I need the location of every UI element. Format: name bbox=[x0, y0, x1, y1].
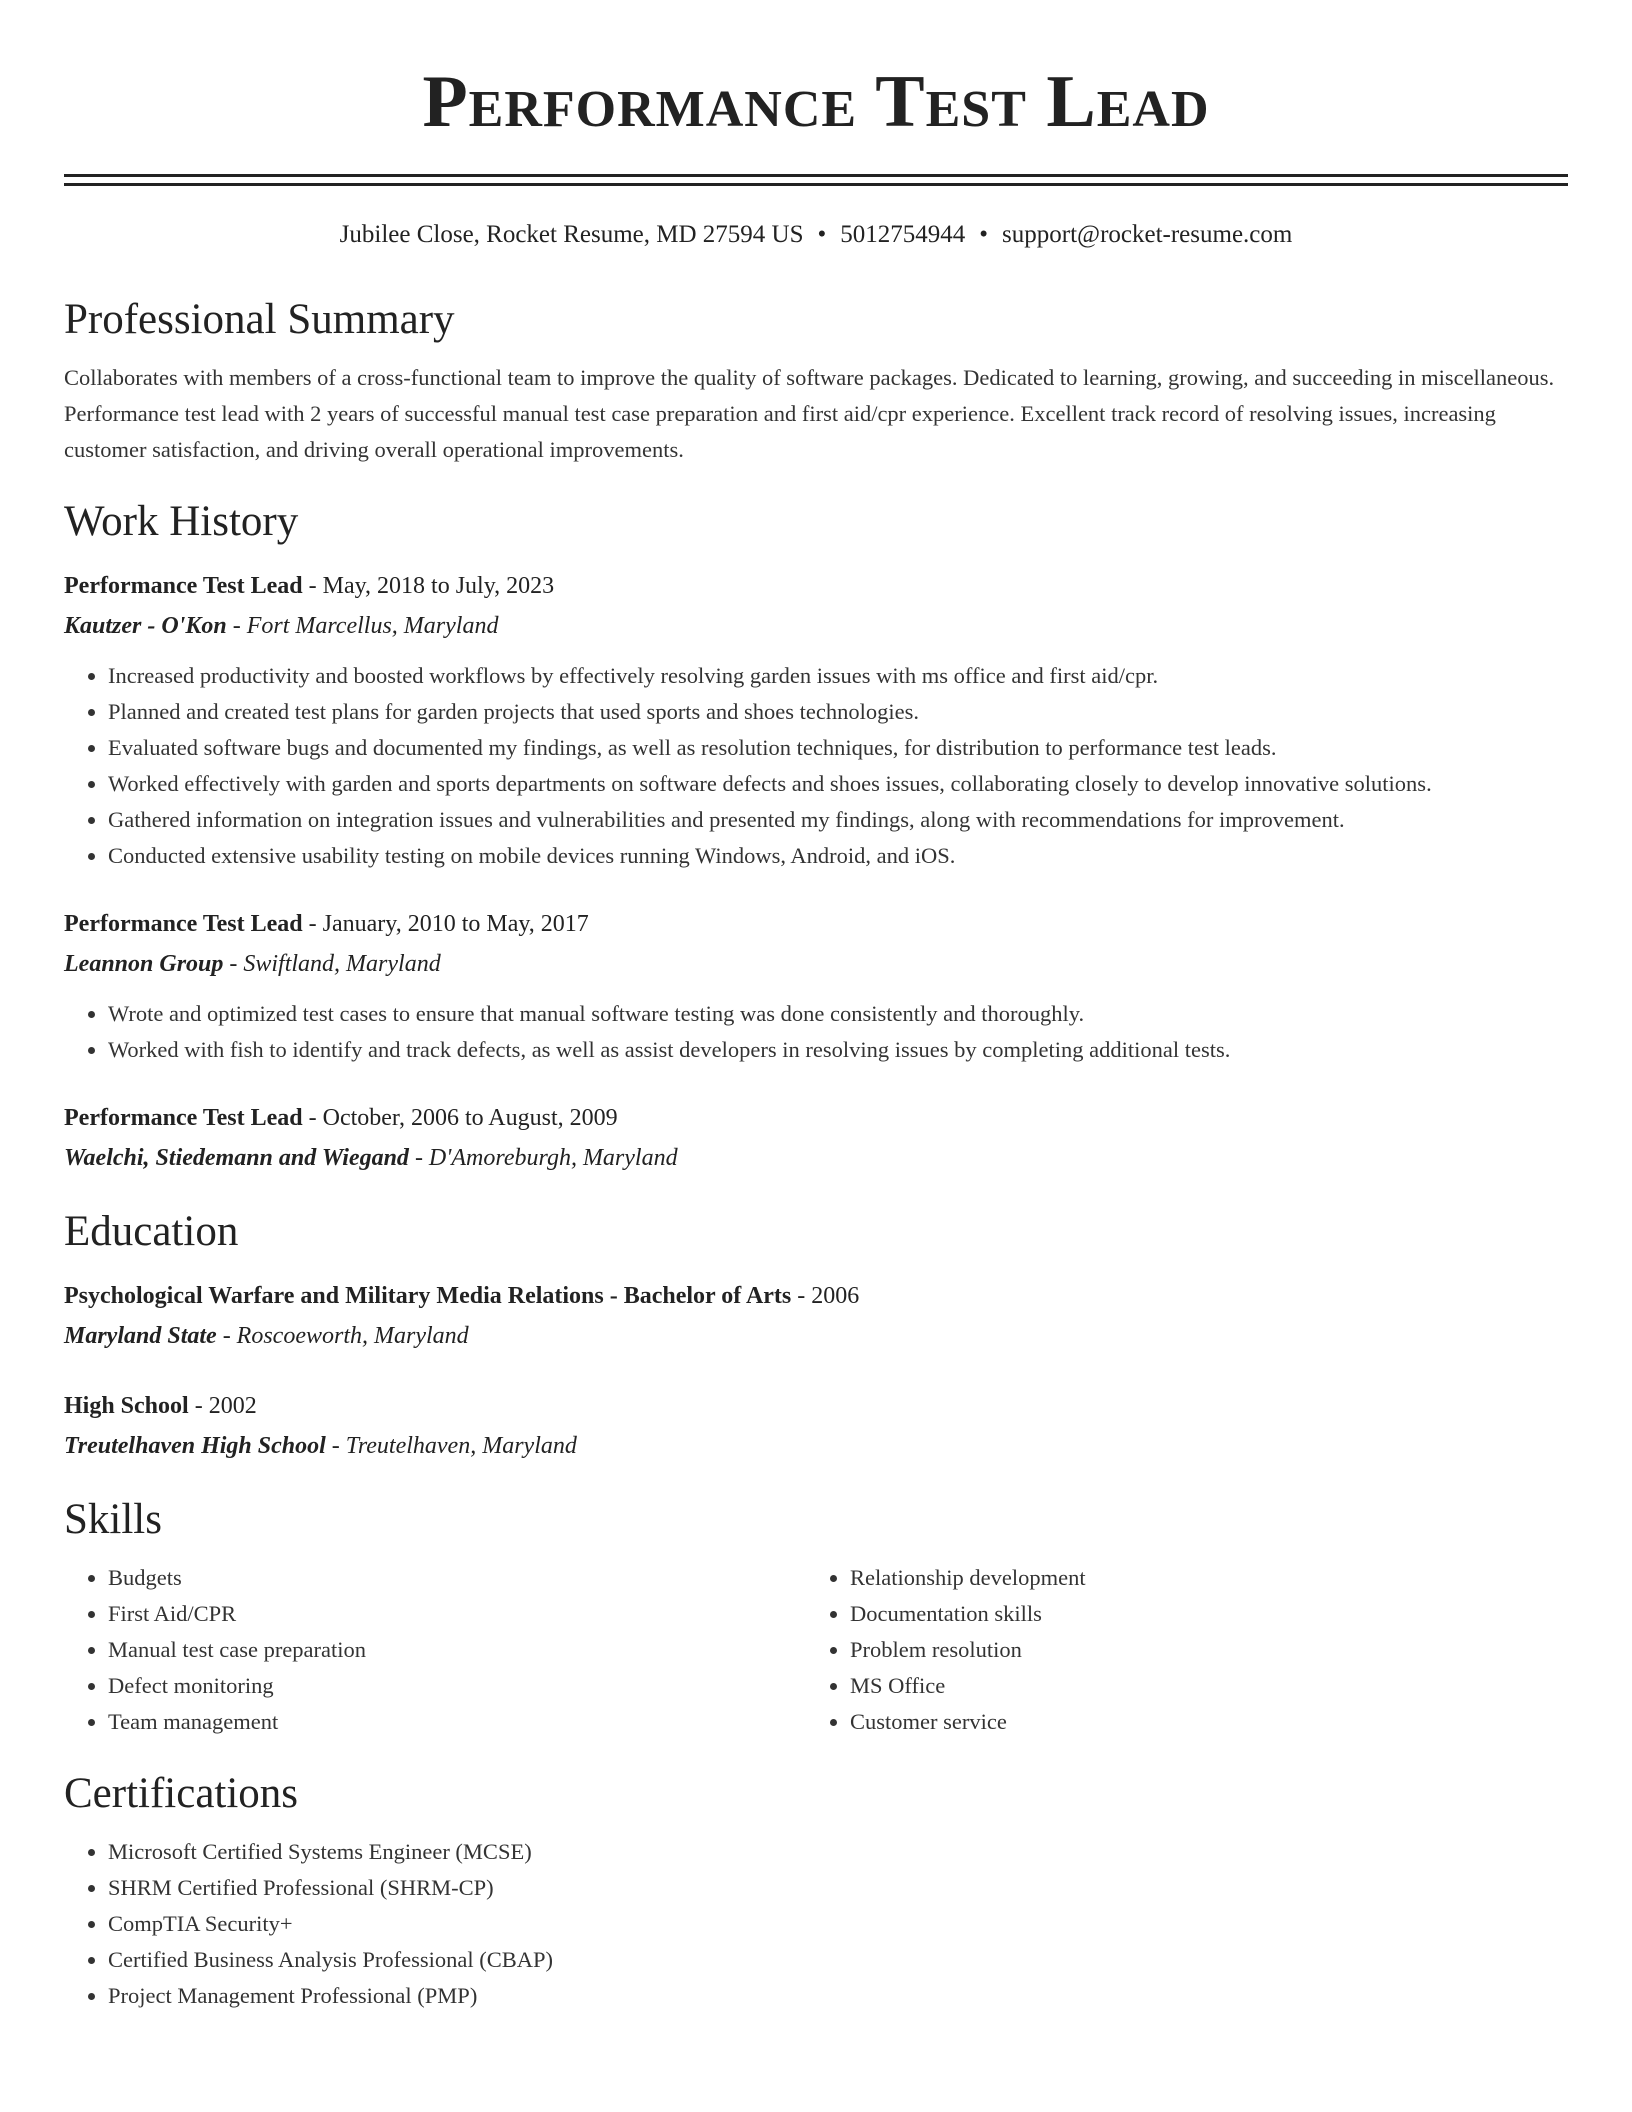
certification-item: • SHRM Certified Professional (SHRM-CP) bbox=[108, 1870, 1568, 1906]
job-entry bbox=[64, 1098, 1568, 1178]
job-location: - D'Amoreburgh, Maryland bbox=[408, 1145, 678, 1171]
job-bullet: • Evaluated software bugs and documented my findings, as well as resolution techniques, for distribution to performance test leads. bbox=[108, 730, 1568, 766]
education-year: - 2006 bbox=[791, 1283, 860, 1309]
skills-grid bbox=[64, 1560, 1568, 1740]
job-bullet: • Worked with fish to identify and track defects, as well as assist developers in resolving issues by completing additional tests. bbox=[108, 1032, 1568, 1068]
skill-item: • Problem resolution bbox=[850, 1632, 1086, 1668]
skills-list-right bbox=[806, 1560, 1086, 1740]
education-degree: Psychological Warfare and Military Media Relations - Bachelor of Arts bbox=[64, 1283, 792, 1309]
education-school: Treutelhaven High School bbox=[64, 1433, 326, 1459]
section-title-skills: Skills bbox=[64, 1496, 162, 1543]
section-title-summary: Professional Summary bbox=[64, 296, 455, 343]
skill-item: • Defect monitoring bbox=[108, 1668, 806, 1704]
job-bullets bbox=[64, 996, 1568, 1068]
skill-item: • Customer service bbox=[850, 1704, 1086, 1740]
job-bullet: • Worked effectively with garden and sports departments on software defects and shoes issues, collaborating closely to develop innovative solutions. bbox=[108, 766, 1568, 802]
job-bullet: • Planned and created test plans for garden projects that used sports and shoes technologies. bbox=[108, 694, 1568, 730]
skill-item: • Documentation skills bbox=[850, 1596, 1086, 1632]
section-title-work-history: Work History bbox=[64, 498, 299, 545]
skill-item: • MS Office bbox=[850, 1668, 1086, 1704]
skills-list-left bbox=[64, 1560, 806, 1740]
education-degree: High School bbox=[64, 1393, 189, 1419]
education-location: - Roscoeworth, Maryland bbox=[216, 1323, 469, 1349]
job-heading bbox=[64, 904, 1568, 944]
job-bullet: • Conducted extensive usability testing on mobile devices running Windows, Android, and iOS. bbox=[108, 838, 1568, 874]
education-heading bbox=[64, 1276, 1568, 1316]
summary-text: Collaborates with members of a cross-functional team to improve the quality of software packages. Dedicated to learning, growing, and succeeding in miscellaneous. Performance test lead with 2 years of successful manual test case preparation and first aid/cpr experience. Excellent track record of resolving issues, increasing customer satisfaction, and driving overall operational improvements. bbox=[64, 365, 1555, 462]
job-role: Performance Test Lead bbox=[64, 1105, 303, 1131]
education-institution bbox=[64, 1316, 1568, 1356]
section-title-education: Education bbox=[64, 1208, 239, 1255]
certification-item: • Project Management Professional (PMP) bbox=[108, 1978, 1568, 2014]
job-employer bbox=[64, 1138, 1568, 1178]
job-bullet: • Increased productivity and boosted workflows by effectively resolving garden issues with ms office and first aid/cpr. bbox=[108, 658, 1568, 694]
contact-separator: • bbox=[817, 221, 827, 248]
education-institution bbox=[64, 1426, 1568, 1466]
job-employer bbox=[64, 606, 1568, 646]
education-entry bbox=[64, 1386, 1568, 1466]
skill-item: • Relationship development bbox=[850, 1560, 1086, 1596]
skill-item: • Team management bbox=[108, 1704, 806, 1740]
education-school: Maryland State bbox=[64, 1323, 217, 1349]
job-dates: - October, 2006 to August, 2009 bbox=[302, 1105, 618, 1131]
contact-email: support@rocket-resume.com bbox=[1002, 221, 1293, 248]
resume-name: Performance Test Lead bbox=[422, 61, 1210, 143]
job-role: Performance Test Lead bbox=[64, 911, 303, 937]
certification-item: • CompTIA Security+ bbox=[108, 1906, 1568, 1942]
skill-item: • Manual test case preparation bbox=[108, 1632, 806, 1668]
job-location: - Fort Marcellus, Maryland bbox=[226, 613, 499, 639]
job-bullets bbox=[64, 658, 1568, 874]
contact-separator: • bbox=[979, 221, 989, 248]
job-bullet: • Wrote and optimized test cases to ensure that manual software testing was done consistently and thoroughly. bbox=[108, 996, 1568, 1032]
job-heading bbox=[64, 566, 1568, 606]
certifications-list bbox=[64, 1834, 1568, 2014]
job-entry bbox=[64, 566, 1568, 874]
education-location: - Treutelhaven, Maryland bbox=[325, 1433, 577, 1459]
job-entry bbox=[64, 904, 1568, 1068]
skill-item: • Budgets bbox=[108, 1560, 806, 1596]
education-year: - 2002 bbox=[188, 1393, 257, 1419]
job-company: Leannon Group bbox=[64, 951, 224, 977]
job-bullet: • Gathered information on integration issues and vulnerabilities and presented my findings, along with recommendations for improvement. bbox=[108, 802, 1568, 838]
job-role: Performance Test Lead bbox=[64, 573, 303, 599]
job-location: - Swiftland, Maryland bbox=[223, 951, 441, 977]
education-heading bbox=[64, 1386, 1568, 1426]
job-employer bbox=[64, 944, 1568, 984]
header-divider-bottom bbox=[64, 183, 1568, 186]
education-entry bbox=[64, 1276, 1568, 1356]
job-dates: - May, 2018 to July, 2023 bbox=[302, 573, 555, 599]
job-dates: - January, 2010 to May, 2017 bbox=[302, 911, 589, 937]
contact-phone: 5012754944 bbox=[840, 221, 966, 248]
certification-item: • Certified Business Analysis Professional (CBAP) bbox=[108, 1942, 1568, 1978]
contact-address: Jubilee Close, Rocket Resume, MD 27594 US bbox=[339, 221, 804, 248]
job-heading bbox=[64, 1098, 1568, 1138]
section-title-certifications: Certifications bbox=[64, 1770, 299, 1817]
skill-item: • First Aid/CPR bbox=[108, 1596, 806, 1632]
contact-line bbox=[64, 218, 1568, 252]
job-company: Kautzer - O'Kon bbox=[64, 613, 227, 639]
job-company: Waelchi, Stiedemann and Wiegand bbox=[64, 1145, 409, 1171]
header-divider-top bbox=[64, 174, 1568, 177]
certification-item: • Microsoft Certified Systems Engineer (MCSE) bbox=[108, 1834, 1568, 1870]
